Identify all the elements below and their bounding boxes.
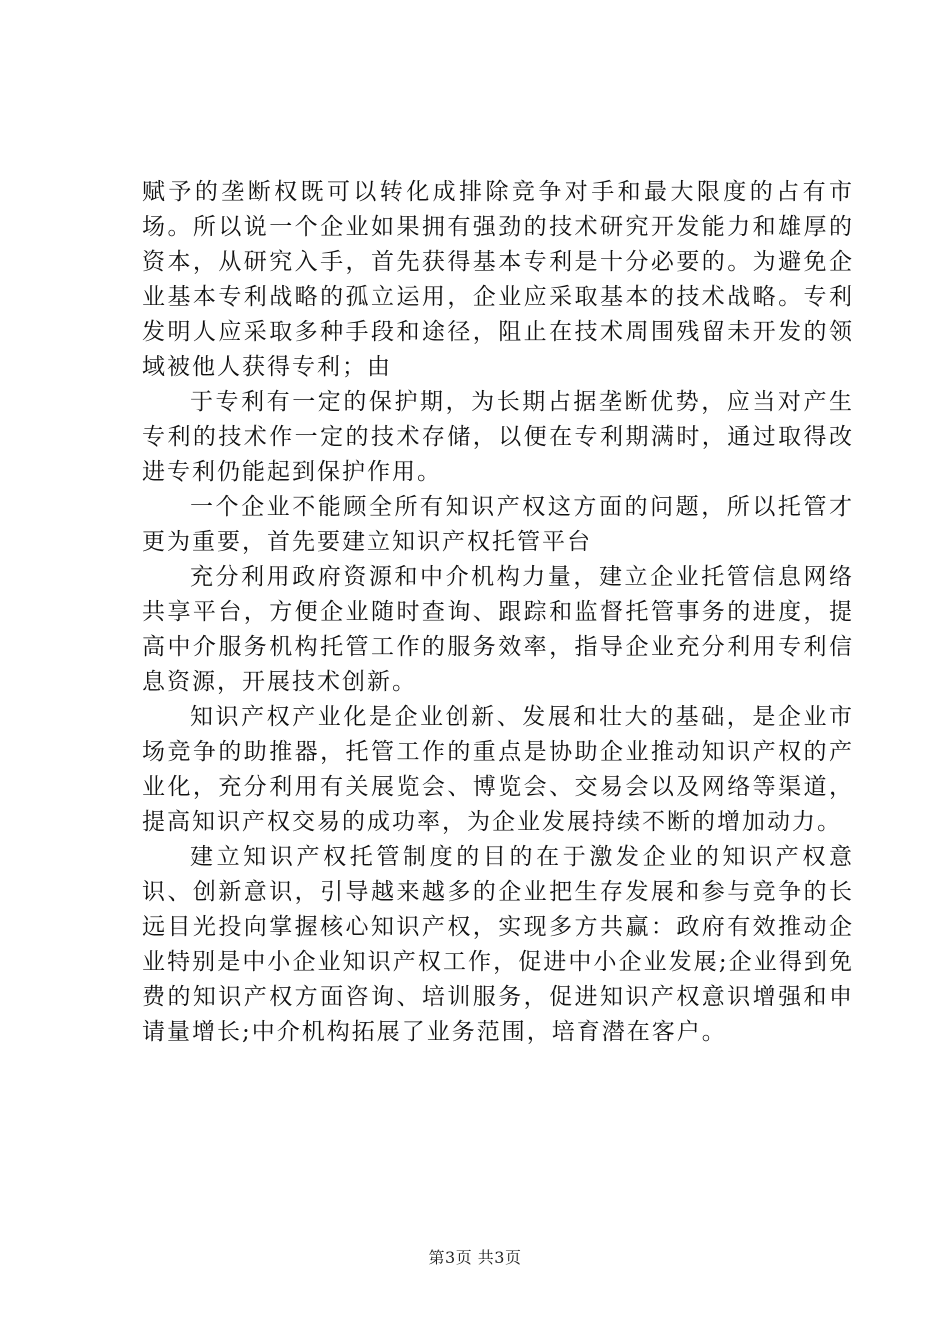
paragraph-industrialization: 知识产权产业化是企业创新、发展和壮大的基础，是企业市场竞争的助推器，托管工作的重点是协助企业推动知识产权的产业化，充分利用有关展览会、博览会、交易会以及网络等渠道，提高知识产权交易的成功率，为企业发展持续不断的增加动力。 (142, 704, 854, 835)
document-body (142, 175, 854, 1050)
paragraph-trusteeship-purpose: 建立知识产权托管制度的目的在于激发企业的知识产权意识、创新意识，引导越来越多的企业把生存发展和参与竞争的长远目光投向掌握核心知识产权，实现多方共赢：政府有效推动企业特别是中小企业知识产权工作，促进中小企业发展;企业得到免费的知识产权方面咨询、培训服务，促进知识产权意识增强和申请量增长;中介机构拓展了业务范围，培育潜在客户。 (142, 844, 854, 1045)
paragraph-resource-sharing: 充分利用政府资源和中介机构力量，建立企业托管信息网络共享平台，方便企业随时查询、跟踪和监督托管事务的进度，提高中介服务机构托管工作的服务效率，指导企业充分利用专利信息资源，开展技术创新。 (142, 564, 854, 695)
paragraph-patent-protection: 于专利有一定的保护期，为长期占据垄断优势，应当对产生专利的技术作一定的技术存储，以便在专利期满时，通过取得改进专利仍能起到保护作用。 (142, 389, 854, 485)
page-number-footer: 第3页 共3页 (428, 1248, 522, 1267)
paragraph-continued: 赋予的垄断权既可以转化成排除竞争对手和最大限度的占有市场。所以说一个企业如果拥有强劲的技术研究开发能力和雄厚的资本，从研究入手，首先获得基本专利是十分必要的。为避免企业基本专利战略的孤立运用，企业应采取基本的技术战略。专利发明人应采取多种手段和途径，阻止在技术周围残留未开发的领域被他人获得专利；由 (142, 179, 854, 380)
paragraph-trusteeship-platform: 一个企业不能顾全所有知识产权这方面的问题，所以托管才更为重要，首先要建立知识产权托管平台 (142, 494, 854, 555)
